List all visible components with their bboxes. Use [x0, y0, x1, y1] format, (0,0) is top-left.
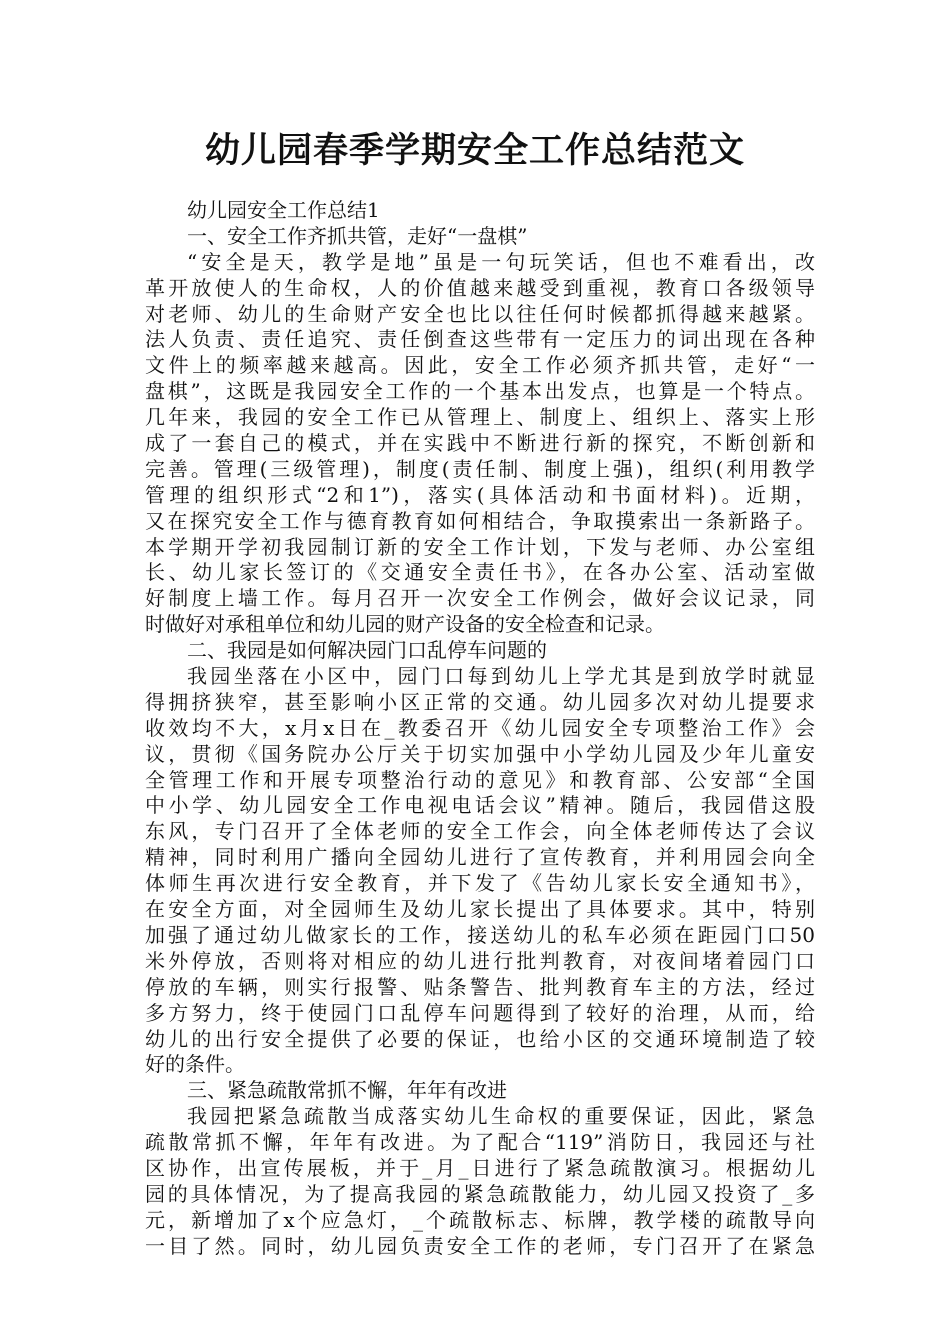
text-line: 革开放使人的生命权，人的价值越来越受到重视，教育口各级领导 — [145, 275, 815, 300]
text-line: 幼儿园安全工作总结1 — [187, 198, 380, 222]
text-line: 园的具体情况，为了提高我园的紧急疏散能力，幼儿园又投资了_多 — [145, 1181, 815, 1206]
text-line: “安全是天，教学是地”虽是一句玩笑话，但也不难看出，改 — [187, 249, 815, 274]
text-line: 法人负责、责任追究、责任倒查这些带有一定压力的词出现在各种 — [145, 327, 815, 352]
text-line: 文件上的频率越来越高。因此，安全工作必须齐抓共管，走好“一 — [145, 353, 815, 378]
text-line: 好的条件。 — [145, 1052, 245, 1077]
text-line: 元，新增加了x个应急灯，_个疏散标志、标牌，教学楼的疏散导向 — [145, 1207, 815, 1232]
text-line: 三、紧急疏散常抓不懈，年年有改进 — [187, 1078, 507, 1103]
text-line: 东风，专门召开了全体老师的安全工作会，向全体老师传达了会议 — [145, 819, 815, 844]
text-line: 停放的车辆，则实行报警、贴条警告、批判教育车主的方法，经过 — [145, 974, 815, 999]
text-line: 成了一套自己的模式，并在实践中不断进行新的探究，不断创新和 — [145, 431, 815, 456]
text-line: 得拥挤狭窄，甚至影响小区正常的交通。幼儿园多次对幼儿提要求 — [145, 689, 815, 714]
text-line: 全管理工作和开展专项整治行动的意见》和教育部、公安部“全国 — [145, 767, 815, 792]
text-line: 体师生再次进行安全教育，并下发了《告幼儿家长安全通知书》， — [145, 871, 815, 896]
text-line: 盘棋”，这既是我园安全工作的一个基本出发点，也算是一个特点。 — [145, 379, 815, 404]
text-line: 区协作，出宣传展板，并于_月_日进行了紧急疏散演习。根据幼儿 — [145, 1155, 815, 1180]
text-line: 精神，同时利用广播向全园幼儿进行了宣传教育，并利用园会向全 — [145, 845, 815, 870]
text-line: 管理的组织形式“2和1”)，落实(具体活动和书面材料)。近期， — [145, 482, 815, 507]
text-line: 二、我园是如何解决园门口乱停车问题的 — [187, 638, 547, 663]
text-line: 加强了通过幼儿做家长的工作，接送幼儿的私车必须在距园门口50 — [145, 922, 815, 947]
text-line: 对老师、幼儿的生命财产安全也比以往任何时候都抓得越来越紧。 — [145, 301, 815, 326]
text-line: 收效均不大，x月x日在_教委召开《幼儿园安全专项整治工作》会 — [145, 715, 815, 740]
text-line: 幼儿的出行安全提供了必要的保证，也给小区的交通环境制造了较 — [145, 1026, 815, 1051]
text-line: 完善。管理(三级管理)，制度(责任制、制度上强)，组织(利用教学 — [145, 456, 815, 481]
text-line: 长、幼儿家长签订的《交通安全责任书》，在各办公室、活动室做 — [145, 560, 815, 585]
document-title: 幼儿园春季学期安全工作总结范文 — [204, 131, 745, 171]
text-line: 我园把紧急疏散当成落实幼儿生命权的重要保证，因此，紧急 — [187, 1104, 815, 1129]
text-line: 多方努力，终于使园门口乱停车问题得到了较好的治理，从而，给 — [145, 1000, 815, 1025]
text-line: 一、安全工作齐抓共管，走好“一盘棋” — [187, 223, 528, 248]
text-line: 好制度上墙工作。每月召开一次安全工作例会，做好会议记录，同 — [145, 586, 815, 611]
text-line: 几年来，我园的安全工作已从管理上、制度上、组织上、落实上形 — [145, 405, 815, 430]
text-line: 中小学、幼儿园安全工作电视电话会议”精神。随后，我园借这股 — [145, 793, 815, 818]
text-line: 疏散常抓不懈，年年有改进。为了配合“119”消防日，我园还与社 — [145, 1130, 815, 1155]
text-line: 本学期开学初我园制订新的安全工作计划，下发与老师、办公室组 — [145, 534, 815, 559]
text-line: 又在探究安全工作与德育教育如何相结合，争取摸索出一条新路子。 — [145, 508, 815, 533]
text-line: 在安全方面，对全园师生及幼儿家长提出了具体要求。其中，特别 — [145, 897, 815, 922]
document-body — [145, 198, 815, 1260]
text-line: 议，贯彻《国务院办公厅关于切实加强中小学幼儿园及少年儿童安 — [145, 741, 815, 766]
text-line: 一目了然。同时，幼儿园负责安全工作的老师，专门召开了在紧急 — [145, 1233, 815, 1258]
text-line: 米外停放，否则将对相应的幼儿进行批判教育，对夜间堵着园门口 — [145, 948, 815, 973]
text-line: 时做好对承租单位和幼儿园的财产设备的安全检查和记录。 — [145, 612, 665, 637]
text-line: 我园坐落在小区中，园门口每到幼儿上学尤其是到放学时就显 — [187, 664, 815, 689]
